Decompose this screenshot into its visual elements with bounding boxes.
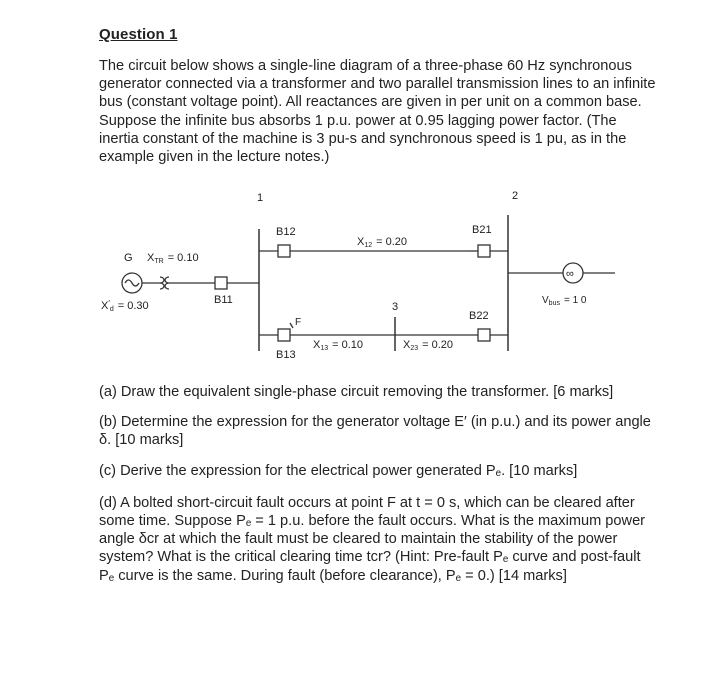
question-intro: The circuit below shows a single-line diagram of a three-phase 60 Hz synchronous generator connected via a transformer and two parallel transmission lines to an infinite bus (constant voltage point). All reactances are given in per unit on a common base. Suppose the infinite bus absorbs 1 p.u. power at 0.95 lagging power factor. (The inertia constant of the machine is 3 pu-s and synchronous speed is 1 pu, as in the example given in the lecture notes.): [99, 58, 656, 166]
part-c: (c) Derive the expression for the electrical power generated Pₑ. [10 marks]: [99, 462, 578, 479]
part-b: (b) Determine the expression for the generator voltage E′ (in p.u.) and its power angle δ. [10 marks]: [99, 414, 651, 449]
part-d: (d) A bolted short-circuit fault occurs at point F at t = 0 s, which can be cleared after some time. Suppose Pₑ = 1 p.u. before the fault occurs. What is the maximum power angle δcr at which the fault must be cleared to maintain the stability of the power system? What is the critical clearing time tcr? (Hint: Pre-fault Pₑ curve and post-fault Pₑ curve is the same. During fault (before clearance), Pₑ = 0.) [14 marks]: [99, 494, 646, 584]
vbus-label: $V_{bus} = 1$ 0: [542, 295, 587, 307]
b13-label: B13: [276, 349, 296, 361]
breaker-b21: [478, 245, 490, 257]
x13-label: X13 = 0.10: [313, 339, 364, 352]
infinity-icon: ∞: [566, 268, 574, 280]
breaker-b22: [478, 329, 490, 341]
node-3-label: 3: [392, 301, 399, 313]
breaker-b12: [278, 245, 290, 257]
transformer-symbol: [160, 277, 169, 289]
x12-label: X12 = 0.20: [357, 236, 408, 249]
fault-label: F: [295, 317, 302, 328]
b21-label: B21: [472, 224, 492, 236]
x23-label: X23 = 0.20: [403, 339, 454, 352]
xd-label: $X'_d = 0.30$: [101, 299, 149, 313]
single-line-diagram: [95, 185, 635, 375]
b22-label: B22: [469, 310, 489, 322]
node-1-label: 1: [257, 192, 264, 204]
fault-marker: [290, 323, 293, 328]
node-2-label: 2: [512, 190, 519, 202]
gen-label: G: [124, 252, 133, 264]
b11-label: B11: [214, 294, 233, 306]
part-a: (a) Draw the equivalent single-phase circuit removing the transformer. [6 marks]: [99, 384, 614, 400]
xtr-label: XTR = 0.10: [147, 252, 199, 265]
breaker-b11: [215, 277, 227, 289]
question-parts: [99, 383, 659, 597]
question-heading: Question 1: [99, 26, 178, 43]
breaker-b13: [278, 329, 290, 341]
b12-label: B12: [276, 226, 296, 238]
